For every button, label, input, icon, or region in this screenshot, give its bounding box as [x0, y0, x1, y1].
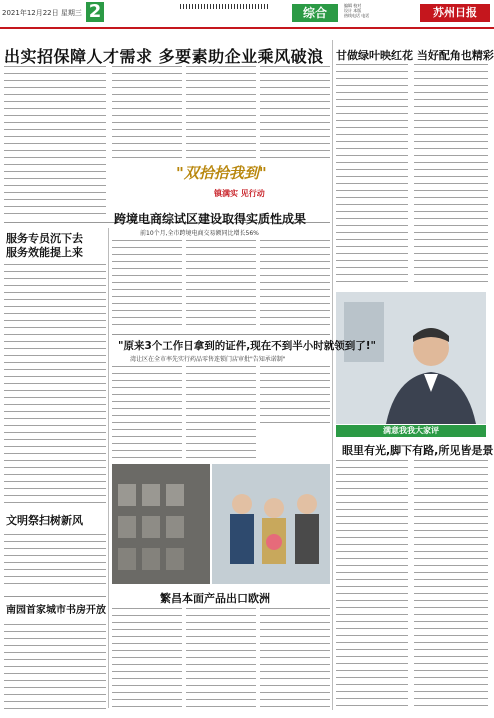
cemetery-illustration	[112, 464, 210, 584]
side-headline	[6, 232, 106, 260]
issue-date: 2021年12月22日 星期三	[2, 9, 82, 17]
column-divider	[108, 228, 109, 708]
article-text	[414, 64, 488, 286]
main-headline: 出实招保障人才需求 多要素助企业乘风破浪	[4, 47, 324, 66]
right-mid-headline: 眼里有光,脚下有路,所见皆是景	[342, 444, 494, 457]
center-subheadline: 前10个月,全市跨境电商交易额同比增长56%	[140, 230, 259, 237]
divider	[112, 334, 330, 335]
quote-headline: "原来3个工作日拿到的证件,现在不到半小时就领到了!"	[118, 340, 377, 352]
side-headline-line: 服务专员沉下去	[6, 232, 83, 245]
section-label: 综合	[292, 4, 338, 22]
article-text	[186, 240, 256, 330]
barcode	[180, 4, 270, 9]
article-text	[260, 366, 330, 426]
right-headline: 甘做绿叶映红花 当好配角也精彩	[336, 49, 494, 62]
side-headline-line: 服务效能提上来	[6, 246, 83, 259]
info-line: 设计 本版	[344, 8, 362, 13]
banner-title: "双拾拾我到"	[176, 164, 267, 182]
article-text	[4, 624, 106, 710]
quote-subheadline: 湾让区在全市率先实行药品零售连锁门店审批"告知承诺制"	[130, 356, 286, 363]
article-text	[112, 66, 182, 162]
left-bottom-headline-2: 南园首家城市书房开放	[6, 605, 106, 616]
info-line: 编辑 校对	[344, 3, 362, 8]
photo-caption: 满意我我大家评	[336, 425, 486, 437]
article-text	[186, 608, 256, 710]
left-bottom-headline: 文明祭扫树新风	[6, 514, 83, 527]
masthead	[0, 0, 494, 29]
article-text	[4, 264, 106, 504]
banner-subtitle: 镇满实 见行动	[214, 189, 265, 198]
article-text	[112, 608, 182, 710]
info-line: 热线电话 电话	[344, 13, 370, 18]
article-text	[260, 66, 330, 162]
article-text	[186, 66, 256, 162]
center-headline: 跨境电商综试区建设取得实质性成果	[114, 212, 307, 226]
page-number: 2	[86, 2, 104, 22]
newspaper-logo: 苏州日报	[420, 4, 490, 22]
article-text	[112, 366, 182, 460]
cemetery-photo	[112, 464, 210, 584]
article-text	[112, 240, 182, 330]
people-photo	[212, 464, 330, 584]
people-illustration	[212, 464, 330, 584]
column-divider	[332, 40, 333, 710]
campaign-banner	[176, 162, 306, 204]
article-text	[260, 608, 330, 710]
portrait-photo	[336, 292, 486, 424]
article-text	[414, 460, 488, 710]
article-text	[336, 64, 408, 286]
article-text	[260, 240, 330, 330]
article-text	[4, 534, 106, 590]
article-text	[186, 366, 256, 460]
bottom-center-headline: 繁昌本面产品出口欧洲	[160, 592, 270, 605]
portrait-illustration	[336, 292, 486, 424]
divider	[4, 596, 106, 597]
masthead-info	[344, 3, 414, 18]
article-text	[4, 66, 106, 216]
article-text	[336, 460, 408, 710]
